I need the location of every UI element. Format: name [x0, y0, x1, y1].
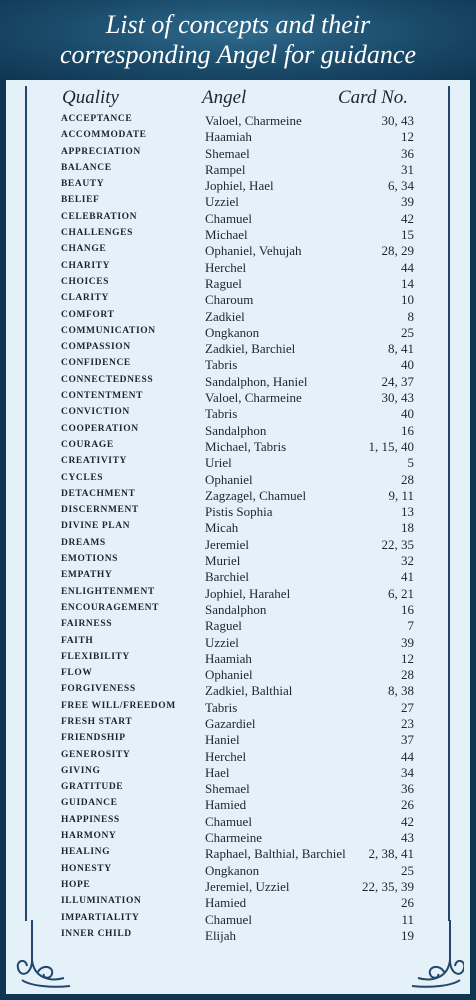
- card-number-cell: 42: [401, 813, 414, 829]
- card-number-cell: 30, 43: [381, 390, 414, 406]
- column-header-quality: Quality: [62, 87, 119, 108]
- table-row: [0, 683, 476, 699]
- angel-cell: Zagzagel, Chamuel: [205, 487, 307, 503]
- quality-cell: BEAUTY: [61, 179, 105, 190]
- table-row: [0, 928, 476, 944]
- card-number-cell: 5: [407, 455, 414, 471]
- angel-cell: Pistis Sophia: [205, 504, 273, 520]
- card-number-cell: 34: [401, 764, 414, 780]
- card-number-cell: 30, 43: [381, 113, 414, 128]
- table-row: [0, 357, 476, 373]
- quality-cell: COURAGE: [61, 439, 114, 450]
- angel-cell: Jophiel, Harahel: [205, 585, 291, 601]
- quality-cell: CONVICTION: [61, 407, 130, 418]
- table-row: [0, 895, 476, 911]
- quality-cell: ACCEPTANCE: [61, 114, 133, 124]
- angel-cell: Micah: [205, 520, 239, 536]
- quality-cell: FLOW: [61, 668, 93, 679]
- quality-cell: FRIENDSHIP: [61, 733, 126, 744]
- angel-cell: Valoel, Charmeine: [205, 390, 302, 406]
- quality-cell: DREAMS: [61, 537, 106, 548]
- card-number-cell: 16: [401, 601, 414, 617]
- angel-cell: Shemael: [205, 145, 250, 161]
- angel-cell: Zadkiel, Barchiel: [205, 341, 296, 357]
- table-row: [0, 586, 476, 602]
- card-number-cell: 36: [401, 781, 414, 797]
- table-row: [0, 830, 476, 846]
- card-number-cell: 32: [401, 553, 414, 569]
- quality-cell: APPRECIATION: [61, 146, 141, 157]
- quality-cell: DIVINE PLAN: [61, 521, 131, 532]
- quality-cell: EMPATHY: [61, 570, 113, 581]
- concept-list: [0, 113, 476, 944]
- quality-cell: INNER CHILD: [61, 928, 132, 939]
- card-number-cell: 22, 35, 39: [362, 878, 414, 894]
- table-row: [0, 113, 476, 129]
- table-row: [0, 520, 476, 536]
- table-row: [0, 472, 476, 488]
- angel-cell: Sandalphon: [205, 422, 267, 438]
- table-row: [0, 146, 476, 162]
- card-number-cell: 37: [401, 732, 414, 748]
- angel-cell: Ongkanon: [205, 324, 260, 340]
- card-number-cell: 28: [401, 667, 414, 683]
- card-number-cell: 23: [401, 715, 414, 731]
- quality-cell: GUIDANCE: [61, 798, 118, 809]
- title-line-2: corresponding Angel for guidance: [59, 40, 416, 69]
- card-number-cell: 8, 38: [388, 683, 414, 699]
- table-row: [0, 814, 476, 830]
- angel-cell: Jeremiel: [205, 536, 250, 552]
- table-row: [0, 439, 476, 455]
- column-header-card: Card No.: [338, 87, 409, 108]
- angel-cell: Hamied: [205, 895, 247, 911]
- table-row: [0, 194, 476, 210]
- table-row: [0, 260, 476, 276]
- card-number-cell: 19: [401, 927, 414, 943]
- card-number-cell: 41: [401, 569, 414, 585]
- quality-cell: ENCOURAGEMENT: [61, 602, 160, 613]
- card-number-cell: 16: [401, 422, 414, 438]
- angel-cell: Ophaniel: [205, 667, 253, 683]
- quality-cell: COMPASSION: [61, 342, 131, 353]
- table-row: [0, 912, 476, 928]
- card-number-cell: 12: [401, 129, 414, 145]
- angel-cell: Gazardiel: [205, 715, 256, 731]
- quality-cell: GIVING: [61, 765, 101, 776]
- quality-cell: DETACHMENT: [61, 488, 136, 499]
- angel-cell: Ophaniel, Vehujah: [205, 243, 302, 259]
- angel-cell: Herchel: [205, 748, 247, 764]
- table-row: [0, 765, 476, 781]
- angel-cell: Hael: [205, 764, 230, 780]
- angel-cell: Haniel: [205, 732, 240, 748]
- angel-cell: Elijah: [205, 927, 237, 943]
- angel-cell: Haamiah: [205, 650, 252, 666]
- angel-cell: Michael, Tabris: [205, 438, 287, 454]
- angel-cell: Chamuel: [205, 210, 252, 226]
- card-number-cell: 22, 35: [381, 536, 414, 552]
- angel-cell: Michael: [205, 227, 248, 243]
- quality-cell: FRESH START: [61, 716, 133, 727]
- quality-cell: FLEXIBILITY: [61, 651, 130, 662]
- angel-cell: Valoel, Charmeine: [205, 113, 302, 128]
- quality-cell: FAIRNESS: [61, 619, 113, 630]
- quality-cell: DISCERNMENT: [61, 505, 139, 516]
- table-row: [0, 406, 476, 422]
- card-number-cell: 28, 29: [381, 243, 414, 259]
- angel-cell: Zadkiel: [205, 308, 245, 324]
- table-row: [0, 504, 476, 520]
- angel-cell: Zadkiel, Balthial: [205, 683, 293, 699]
- card-number-cell: 13: [401, 504, 414, 520]
- angel-cell: Raphael, Balthial, Barchiel: [205, 846, 346, 862]
- table-row: [0, 455, 476, 471]
- card-number-cell: 1, 15, 40: [368, 438, 414, 454]
- table-row: [0, 423, 476, 439]
- angel-cell: Charoum: [205, 292, 254, 308]
- angel-cell: Haamiah: [205, 129, 252, 145]
- angel-cell: Chamuel: [205, 911, 252, 927]
- angel-cell: Jophiel, Hael: [205, 178, 274, 194]
- card-number-cell: 44: [401, 259, 414, 275]
- table-row: [0, 292, 476, 308]
- table-row: [0, 602, 476, 618]
- card-number-cell: 2, 38, 41: [368, 846, 414, 862]
- quality-cell: GENEROSITY: [61, 749, 131, 760]
- angel-cell: Sandalphon: [205, 601, 267, 617]
- angel-cell: Herchel: [205, 259, 247, 275]
- table-row: [0, 211, 476, 227]
- quality-cell: BALANCE: [61, 162, 112, 173]
- table-row: [0, 276, 476, 292]
- quality-cell: CHANGE: [61, 244, 107, 255]
- card-number-cell: 28: [401, 471, 414, 487]
- angel-cell: Ophaniel: [205, 471, 253, 487]
- quality-cell: CONTENTMENT: [61, 391, 144, 402]
- card-number-cell: 25: [401, 324, 414, 340]
- quality-cell: CONFIDENCE: [61, 358, 131, 369]
- card-number-cell: 25: [401, 862, 414, 878]
- quality-cell: CHARITY: [61, 260, 111, 271]
- table-row: [0, 635, 476, 651]
- card-number-cell: 24, 37: [381, 373, 414, 389]
- quality-cell: COOPERATION: [61, 423, 139, 434]
- quality-cell: ENLIGHTENMENT: [61, 586, 155, 597]
- card-number-cell: 7: [407, 618, 414, 634]
- angel-cell: Tabris: [205, 357, 238, 373]
- table-row: [0, 667, 476, 683]
- quality-cell: HAPPINESS: [61, 814, 120, 825]
- quality-cell: CYCLES: [61, 472, 104, 483]
- card-number-cell: 6, 21: [388, 585, 414, 601]
- table-row: [0, 243, 476, 259]
- angel-cell: Uzziel: [205, 194, 239, 210]
- angel-cell: Barchiel: [205, 569, 250, 585]
- table-row: [0, 732, 476, 748]
- quality-cell: ACCOMMODATE: [61, 130, 147, 141]
- card-number-cell: 44: [401, 748, 414, 764]
- quality-cell: EMOTIONS: [61, 554, 119, 565]
- card-number-cell: 27: [401, 699, 414, 715]
- table-row: [0, 390, 476, 406]
- table-row: [0, 749, 476, 765]
- quality-cell: COMFORT: [61, 309, 115, 320]
- title-line-1: List of concepts and their: [105, 10, 371, 39]
- quality-cell: CHALLENGES: [61, 228, 133, 239]
- quality-cell: CREATIVITY: [61, 456, 128, 467]
- card-number-cell: 42: [401, 210, 414, 226]
- table-row: [0, 325, 476, 341]
- card-number-cell: 39: [401, 634, 414, 650]
- table-row: [0, 618, 476, 634]
- card-number-cell: 26: [401, 895, 414, 911]
- quality-cell: FAITH: [61, 635, 94, 646]
- quality-cell: HONESTY: [61, 863, 112, 874]
- table-row: [0, 227, 476, 243]
- quality-cell: FORGIVENESS: [61, 684, 136, 695]
- card-number-cell: 11: [401, 911, 414, 927]
- angel-cell: Raguel: [205, 275, 242, 291]
- card-number-cell: 9, 11: [388, 487, 414, 503]
- angel-cell: Muriel: [205, 553, 241, 569]
- angel-cell: Charmeine: [205, 830, 263, 846]
- table-row: [0, 863, 476, 879]
- column-header-angel: Angel: [202, 87, 247, 108]
- table-row: [0, 569, 476, 585]
- card-number-cell: 14: [401, 275, 414, 291]
- angel-cell: Chamuel: [205, 813, 252, 829]
- card-number-cell: 12: [401, 650, 414, 666]
- card-number-cell: 40: [401, 406, 414, 422]
- quality-cell: CELEBRATION: [61, 211, 138, 222]
- table-row: [0, 162, 476, 178]
- table-row: [0, 651, 476, 667]
- quality-cell: COMMUNICATION: [61, 325, 156, 336]
- card-number-cell: 8: [407, 308, 414, 324]
- angel-cell: Hamied: [205, 797, 247, 813]
- quality-cell: HOPE: [61, 879, 91, 890]
- card-number-cell: 39: [401, 194, 414, 210]
- angel-cell: Ongkanon: [205, 862, 260, 878]
- card-number-cell: 18: [401, 520, 414, 536]
- quality-cell: HARMONY: [61, 831, 117, 842]
- table-row: [0, 716, 476, 732]
- card-number-cell: 8, 41: [388, 341, 414, 357]
- table-row: [0, 341, 476, 357]
- angel-cell: Uzziel: [205, 634, 239, 650]
- header-banner: [0, 0, 476, 80]
- table-row: [0, 781, 476, 797]
- quality-cell: ILLUMINATION: [61, 896, 142, 907]
- table-row: [0, 374, 476, 390]
- card-number-cell: 26: [401, 797, 414, 813]
- angel-cell: Tabris: [205, 699, 238, 715]
- quality-cell: IMPARTIALITY: [61, 912, 140, 923]
- quality-cell: CLARITY: [61, 293, 110, 304]
- card-number-cell: 6, 34: [388, 178, 414, 194]
- table-row: [0, 553, 476, 569]
- table-row: [0, 879, 476, 895]
- quality-cell: CHOICES: [61, 276, 110, 287]
- angel-cell: Tabris: [205, 406, 238, 422]
- quality-cell: GRATITUDE: [61, 782, 124, 793]
- card-number-cell: 15: [401, 227, 414, 243]
- card-number-cell: 36: [401, 145, 414, 161]
- card-number-cell: 31: [401, 161, 414, 177]
- quality-cell: BELIEF: [61, 195, 100, 206]
- card-number-cell: 40: [401, 357, 414, 373]
- angel-cell: Uriel: [205, 455, 232, 471]
- card-number-cell: 43: [401, 830, 414, 846]
- angel-cell: Sandalphon, Haniel: [205, 373, 308, 389]
- table-row: [0, 846, 476, 862]
- table-row: [0, 488, 476, 504]
- angel-cell: Shemael: [205, 781, 250, 797]
- table-row: [0, 309, 476, 325]
- angel-cell: Raguel: [205, 618, 242, 634]
- table-row: [0, 129, 476, 145]
- table-row: [0, 178, 476, 194]
- table-row: [0, 700, 476, 716]
- quality-cell: CONNECTEDNESS: [61, 374, 154, 385]
- angel-cell: Jeremiel, Uzziel: [205, 878, 290, 894]
- angel-cell: Rampel: [205, 161, 246, 177]
- table-row: [0, 537, 476, 553]
- table-row: [0, 797, 476, 813]
- card-number-cell: 10: [401, 292, 414, 308]
- quality-cell: HEALING: [61, 847, 111, 858]
- quality-cell: FREE WILL/FREEDOM: [61, 700, 176, 711]
